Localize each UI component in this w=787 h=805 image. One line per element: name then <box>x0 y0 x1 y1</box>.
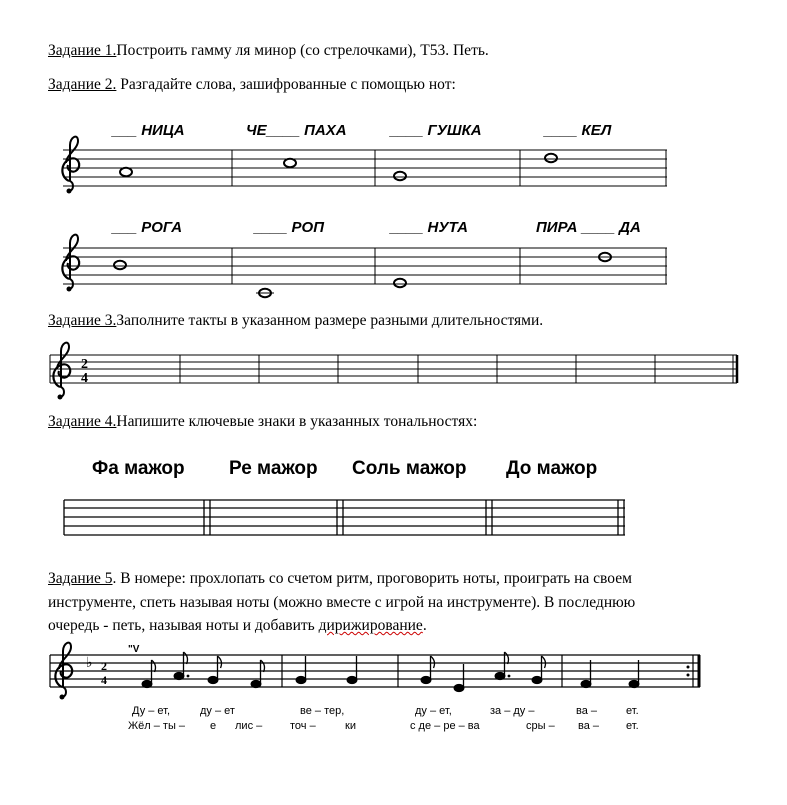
staff-key-signatures <box>64 500 625 535</box>
repeat-dot <box>687 674 690 677</box>
lyric-2-3: лис – <box>235 720 263 732</box>
lyric-2-8: ва – <box>578 720 600 732</box>
time-sig-bottom: 4 <box>81 371 88 386</box>
lyric-2-1: Жёл – ты – <box>128 720 186 732</box>
staff-puzzle-row-1 <box>63 150 667 186</box>
flat-sign-icon: ♭ <box>86 655 93 671</box>
time-sig-bottom: 4 <box>101 673 107 687</box>
time-sig-top: 2 <box>101 659 107 673</box>
puzzle-word-7: ____ НУТА <box>390 219 468 236</box>
task2-label: Задание 2. <box>48 76 117 93</box>
task1-text: Построить гамму ля минор (со стрелочками), Т53. Петь. <box>116 42 489 59</box>
lyric-1-1: Ду – ет, <box>132 705 171 717</box>
puzzle-word-6: ____ РОП <box>254 219 324 236</box>
lyric-1-5: за – ду – <box>490 705 535 717</box>
puzzle-word-5: ___ РОГА <box>112 219 183 236</box>
repeat-dot <box>687 666 690 669</box>
lyric-1-6: ва – <box>576 705 598 717</box>
key-d-major: Ре мажор <box>229 458 318 479</box>
lyric-2-4: точ – <box>290 720 316 732</box>
task3-text: Заполните такты в указанном размере разными длительностями. <box>116 312 544 329</box>
task2-text: Разгадайте слова, зашифрованные с помощью нот: <box>116 76 456 93</box>
task5-line-2: инструменте, спеть называя ноты (можно вместе с игрой на инструменте). В последнюю <box>48 594 636 611</box>
note-whole <box>284 159 296 167</box>
lyric-1-2: ду – ет <box>200 705 235 717</box>
key-c-major: До мажор <box>506 458 598 479</box>
time-sig-top: 2 <box>81 357 88 372</box>
lyric-1-7: ет. <box>626 705 639 717</box>
dot-mark <box>508 675 511 678</box>
lyric-2-9: ет. <box>626 720 639 732</box>
lyric-2-5: ки <box>345 720 356 732</box>
lyric-1-3: ве – тер, <box>300 705 345 717</box>
task5-label: Задание 5 <box>48 570 113 587</box>
note-whole <box>120 168 132 176</box>
note-whole <box>394 172 406 180</box>
lyric-2-6: с де – ре – ва <box>410 720 480 732</box>
staff-puzzle-row-2 <box>63 248 667 293</box>
treble-clef-icon <box>62 137 79 194</box>
melody-notes <box>142 652 639 692</box>
puzzle-word-4: ____ КЕЛ <box>544 122 612 139</box>
treble-clef-icon <box>62 235 79 292</box>
dot-mark <box>187 675 190 678</box>
task5-text-3b: дирижирование <box>318 617 423 634</box>
puzzle-word-2: ЧЕ____ ПАХА <box>246 122 347 139</box>
task1-label: Задание 1. <box>48 42 117 59</box>
key-g-major: Соль мажор <box>352 458 467 479</box>
puzzle-word-1: ___ НИЦА <box>112 122 185 139</box>
note-whole <box>394 279 406 287</box>
task4-text: Напишите ключевые знаки в указанных тональностях: <box>116 413 478 430</box>
task3-label: Задание 3. <box>48 312 117 329</box>
task5-text-3c: . <box>422 617 427 634</box>
tempo-mark: "V <box>128 644 140 655</box>
puzzle-word-8: ПИРА ____ ДА <box>536 219 641 236</box>
task5-text-1: . В номере: прохлопать со счетом ритм, проговорить ноты, проиграть на своем <box>112 570 632 587</box>
note-whole <box>114 261 126 269</box>
task5-text-3a: очередь - петь, называя ноты и добавить <box>48 617 319 634</box>
key-f-major: Фа мажор <box>92 458 185 479</box>
staff-rhythm <box>50 355 737 383</box>
lyric-2-2: е <box>210 720 217 732</box>
lyric-2-7: сры – <box>526 720 555 732</box>
treble-clef-icon <box>53 343 70 400</box>
puzzle-word-3: ____ ГУШКА <box>390 122 482 139</box>
note-whole <box>545 154 557 162</box>
task4-label: Задание 4. <box>48 413 117 430</box>
lyric-1-4: ду – ет, <box>415 705 452 717</box>
